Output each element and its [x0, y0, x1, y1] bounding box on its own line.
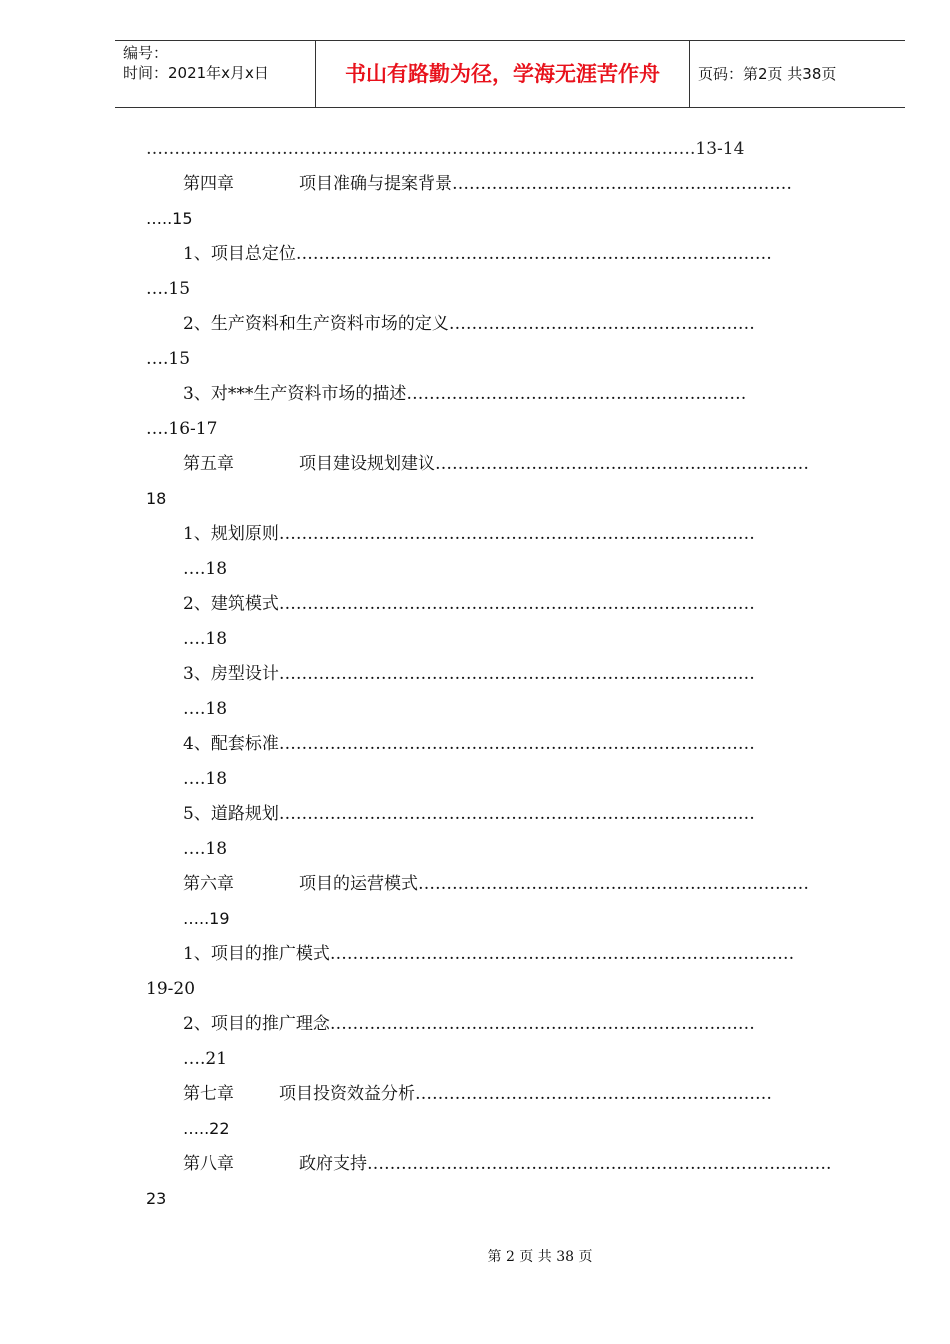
toc-page: 19-20 [146, 979, 196, 999]
header-motto: 书山有路勤为径，学海无涯苦作舟 [316, 41, 690, 107]
toc-item[interactable]: 2、建筑模式………………………………………………………………………… [183, 594, 755, 614]
toc-chapter-7[interactable]: 第七章 项目投资效益分析……………………………………………………… [183, 1084, 772, 1104]
toc-page: ….21 [183, 1049, 228, 1069]
toc-chapter-6[interactable]: 第六章 项目的运营模式…………………………………………………………… [183, 874, 809, 894]
toc-item[interactable]: 1、项目的推广模式………………………………………….…………………………… [183, 944, 795, 964]
header-meta [115, 41, 316, 107]
toc-chapter-8[interactable]: 第八章 政府支持………………………………………………………………………. [183, 1154, 832, 1174]
toc-page: ….15 [146, 279, 191, 299]
toc-item[interactable]: 4、配套标准………………………………………………………………………… [183, 734, 755, 754]
header-page-info: 页码：第2页 共38页 [698, 65, 837, 83]
toc-item[interactable]: 1、项目总定位………………………………………………………………………… [183, 244, 772, 264]
toc-page: ….18 [183, 629, 228, 649]
document-date: 时间：2021年x月x日 [123, 64, 269, 82]
toc-page: ….15 [146, 349, 191, 369]
toc-chapter-5[interactable]: 第五章 项目建设规划建议………………………………………………………… [183, 454, 809, 474]
toc-page: ….18 [183, 699, 228, 719]
toc-page: ….18 [183, 769, 228, 789]
toc-item[interactable]: 3、房型设计………………………………………………………………………… [183, 664, 755, 684]
toc-page: …..22 [183, 1119, 230, 1138]
toc-item[interactable]: 5、道路规划………………………………………………………………………… [183, 804, 755, 824]
toc-page: ….18 [183, 839, 228, 859]
toc-continuation[interactable]: …………………………………………………………………………………….13-14 [146, 139, 745, 159]
toc-page: 18 [146, 489, 167, 508]
toc-item[interactable]: 2、项目的推广理念………………………………………………………………… [183, 1014, 755, 1034]
toc-page: ….18 [183, 559, 228, 579]
toc-item[interactable]: 3、对***生产资料市场的描述…………………………………………………… [183, 384, 747, 404]
toc-chapter-4[interactable]: 第四章 项目准确与提案背景…………………………………………………… [183, 174, 792, 194]
page-footer: 第 2 页 共 38 页 [487, 1249, 593, 1265]
toc-item[interactable]: 2、生产资料和生产资料市场的定义……………………………………………… [183, 314, 755, 334]
toc-page: …..15 [146, 209, 193, 228]
document-number-label: 编号： [123, 44, 169, 62]
toc-page: 23 [146, 1189, 167, 1208]
toc-item[interactable]: 1、规划原则………………………………………………………………………… [183, 524, 755, 544]
toc-page: …..19 [183, 909, 230, 928]
page-header [115, 40, 905, 108]
toc-page: ….16-17 [146, 419, 218, 439]
